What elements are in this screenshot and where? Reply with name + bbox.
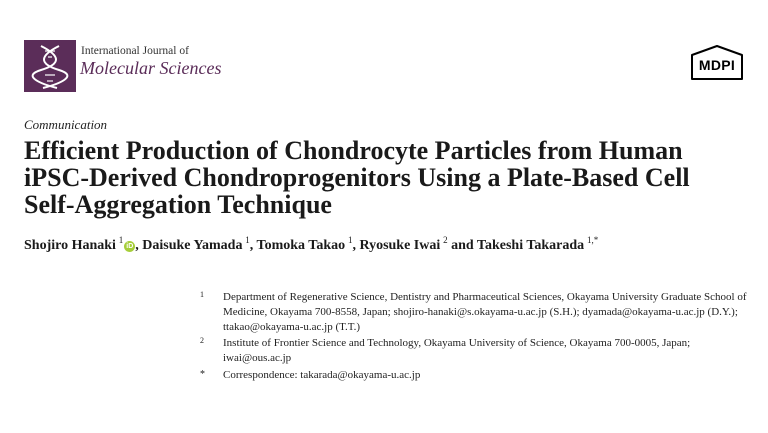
affiliation-item	[200, 290, 750, 334]
journal-name-line1: International Journal of	[81, 45, 189, 57]
affiliation-mark: 1	[200, 290, 204, 299]
author-affiliation-mark: 1,*	[586, 235, 599, 245]
journal-name-line2: Molecular Sciences	[80, 58, 222, 78]
correspondence-mark: *	[200, 368, 205, 380]
orcid-icon[interactable]: iD	[126, 243, 134, 250]
publisher-logo	[688, 44, 746, 84]
journal-logo	[24, 40, 76, 92]
paper-title: Efficient Production of Chondrocyte Particles from Human iPSC-Derived Chondroprogenitors Using a Plate-Based Cell Self-Aggregation Technique	[24, 136, 690, 219]
author-name: Shojiro Hanaki	[24, 238, 116, 253]
affiliation-text: Department of Regenerative Science, Dentistry and Pharmaceutical Sciences, Okayama University Graduate School of Medicine, Okayama 700-8558, Japan; shojiro-hanaki@s.okayama-u.ac.jp (S.H.); dyamada@okayama-u.ac.jp (D.Y.); ttakao@okayama-u.ac.jp (T.T.)	[223, 291, 747, 333]
author-separator: and	[447, 238, 477, 253]
author-separator: ,	[135, 238, 143, 253]
author-separator: ,	[249, 238, 257, 253]
article-type: Communication	[24, 117, 108, 132]
affiliation-list	[200, 290, 750, 385]
author-name: Tomoka Takao	[256, 238, 346, 253]
affiliation-mark: 2	[200, 336, 204, 346]
author-separator: ,	[352, 238, 360, 253]
author-affiliation-mark: 1	[118, 235, 124, 245]
author-name: Takeshi Takarada	[476, 238, 585, 253]
author-affiliation-mark: 1	[347, 235, 353, 245]
author-name: Daisuke Yamada	[142, 238, 243, 253]
correspondence-text: Correspondence: takarada@okayama-u.ac.jp	[223, 368, 421, 381]
affiliation-text: Institute of Frontier Science and Technology, Okayama University of Science, Okayama 700-0005, Japan; iwai@ous.ac.jp	[223, 337, 691, 365]
author-affiliation-mark: 2	[443, 235, 448, 245]
author-name: Ryosuke Iwai	[359, 238, 441, 253]
author-list	[24, 235, 754, 254]
correspondence-item	[200, 368, 750, 383]
affiliation-item	[200, 336, 750, 366]
dna-helix-icon	[24, 40, 76, 92]
publisher-name: MDPI	[698, 57, 736, 73]
author-affiliation-mark: 1	[245, 235, 250, 245]
